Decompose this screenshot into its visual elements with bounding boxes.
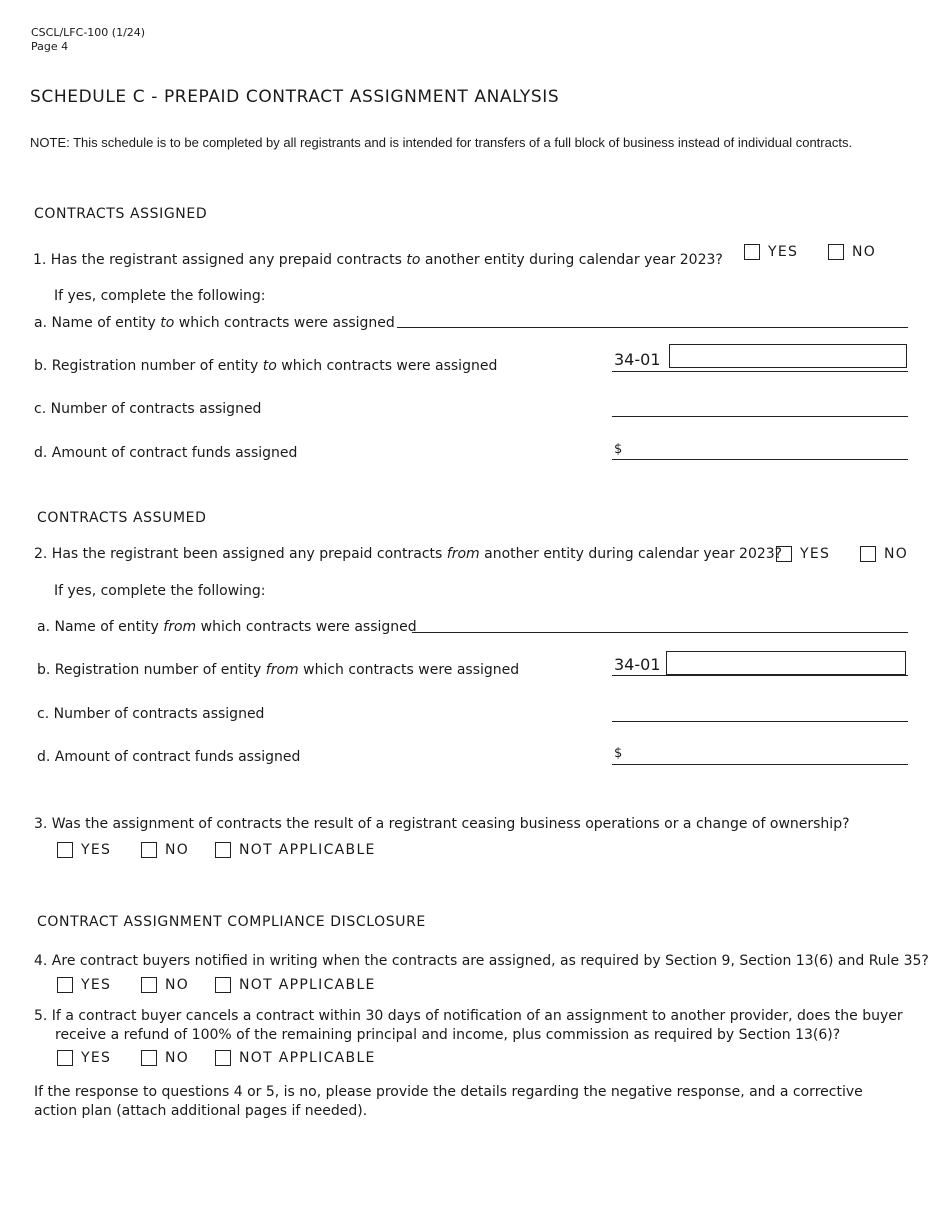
section-heading-compliance: CONTRACT ASSIGNMENT COMPLIANCE DISCLOSURE xyxy=(37,914,426,930)
q5-yes-checkbox[interactable] xyxy=(57,1050,73,1066)
q5-no-option[interactable]: NO xyxy=(141,1050,189,1066)
q3-na-checkbox[interactable] xyxy=(215,842,231,858)
assumed-entity-name-field[interactable] xyxy=(412,632,908,633)
assigned-funds-dollar-sign: $ xyxy=(614,442,623,457)
q5-yes-option[interactable]: YES xyxy=(57,1050,111,1066)
if-yes-instruction-2: If yes, complete the following: xyxy=(54,583,266,599)
assigned-registration-prefix: 34-01 xyxy=(614,350,661,369)
assumed-registration-label: b. Registration number of entity from which contracts were assigned xyxy=(37,662,520,678)
q3-no-option[interactable]: NO xyxy=(141,842,189,858)
q4-yes-option[interactable]: YES xyxy=(57,977,111,993)
schedule-note: NOTE: This schedule is to be completed by all registrants and is intended for transfers of a full block of business instead of individual contracts. xyxy=(30,135,853,150)
assigned-count-label: c. Number of contracts assigned xyxy=(34,401,262,417)
assigned-registration-input[interactable] xyxy=(669,344,907,368)
question-4: 4. Are contract buyers notified in writing when the contracts are assigned, as required by Section 9, Section 13(6) and Rule 35? xyxy=(34,953,929,969)
assigned-funds-field[interactable] xyxy=(612,459,908,460)
question-2: 2. Has the registrant been assigned any prepaid contracts from another entity during calendar year 2023? xyxy=(34,546,783,562)
section-heading-assumed: CONTRACTS ASSUMED xyxy=(37,510,207,526)
assumed-funds-dollar-sign: $ xyxy=(614,746,623,761)
q4-na-checkbox[interactable] xyxy=(215,977,231,993)
assumed-funds-field[interactable] xyxy=(612,764,908,765)
question-5-line-1: 5. If a contract buyer cancels a contract within 30 days of notification of an assignment to another provider, does the buyer xyxy=(34,1008,903,1024)
assigned-registration-label: b. Registration number of entity to which contracts were assigned xyxy=(34,358,498,374)
assigned-funds-label: d. Amount of contract funds assigned xyxy=(34,445,298,461)
assumed-count-field[interactable] xyxy=(612,721,908,722)
question-5-line-2: receive a refund of 100% of the remaining principal and income, plus commission as required by Section 13(6)? xyxy=(55,1027,841,1043)
q5-na-option[interactable]: NOT APPLICABLE xyxy=(215,1050,376,1066)
question-1: 1. Has the registrant assigned any prepaid contracts to another entity during calendar year 2023? xyxy=(33,252,723,268)
page-number: Page 4 xyxy=(31,40,69,53)
q2-yes-checkbox[interactable] xyxy=(776,546,792,562)
assumed-count-label: c. Number of contracts assigned xyxy=(37,706,265,722)
question-3: 3. Was the assignment of contracts the result of a registrant ceasing business operations or a change of ownership? xyxy=(34,816,850,832)
q1-yes-checkbox[interactable] xyxy=(744,244,760,260)
q3-yes-option[interactable]: YES xyxy=(57,842,111,858)
q4-na-option[interactable]: NOT APPLICABLE xyxy=(215,977,376,993)
q4-no-checkbox[interactable] xyxy=(141,977,157,993)
q1-no-option[interactable]: NO xyxy=(828,244,876,260)
q5-na-checkbox[interactable] xyxy=(215,1050,231,1066)
q3-yes-checkbox[interactable] xyxy=(57,842,73,858)
assigned-count-field[interactable] xyxy=(612,416,908,417)
q1-yes-option[interactable]: YES xyxy=(744,244,798,260)
q2-yes-option[interactable]: YES xyxy=(776,546,830,562)
section-heading-assigned: CONTRACTS ASSIGNED xyxy=(34,206,208,222)
q4-no-option[interactable]: NO xyxy=(141,977,189,993)
assumed-funds-label: d. Amount of contract funds assigned xyxy=(37,749,301,765)
assigned-entity-name-label: a. Name of entity to which contracts were assigned xyxy=(34,315,395,331)
assigned-registration-underline xyxy=(612,371,908,372)
assumed-registration-underline xyxy=(612,675,908,676)
q5-no-checkbox[interactable] xyxy=(141,1050,157,1066)
assumed-registration-input[interactable] xyxy=(666,651,906,675)
page-title: SCHEDULE C - PREPAID CONTRACT ASSIGNMENT ANALYSIS xyxy=(30,87,560,107)
q2-no-checkbox[interactable] xyxy=(860,546,876,562)
assumed-entity-name-label: a. Name of entity from which contracts were assigned xyxy=(37,619,417,635)
q2-no-option[interactable]: NO xyxy=(860,546,908,562)
form-code: CSCL/LFC-100 (1/24) xyxy=(31,26,146,39)
if-yes-instruction-1: If yes, complete the following: xyxy=(54,288,266,304)
q1-no-checkbox[interactable] xyxy=(828,244,844,260)
q3-na-option[interactable]: NOT APPLICABLE xyxy=(215,842,376,858)
assigned-entity-name-field[interactable] xyxy=(397,327,908,328)
q4-yes-checkbox[interactable] xyxy=(57,977,73,993)
compliance-footer-instruction: If the response to questions 4 or 5, is no, please provide the details regarding the negative response, and a corrective action plan (attach additional pages if needed). xyxy=(34,1084,863,1119)
assumed-registration-prefix: 34-01 xyxy=(614,655,661,674)
q3-no-checkbox[interactable] xyxy=(141,842,157,858)
